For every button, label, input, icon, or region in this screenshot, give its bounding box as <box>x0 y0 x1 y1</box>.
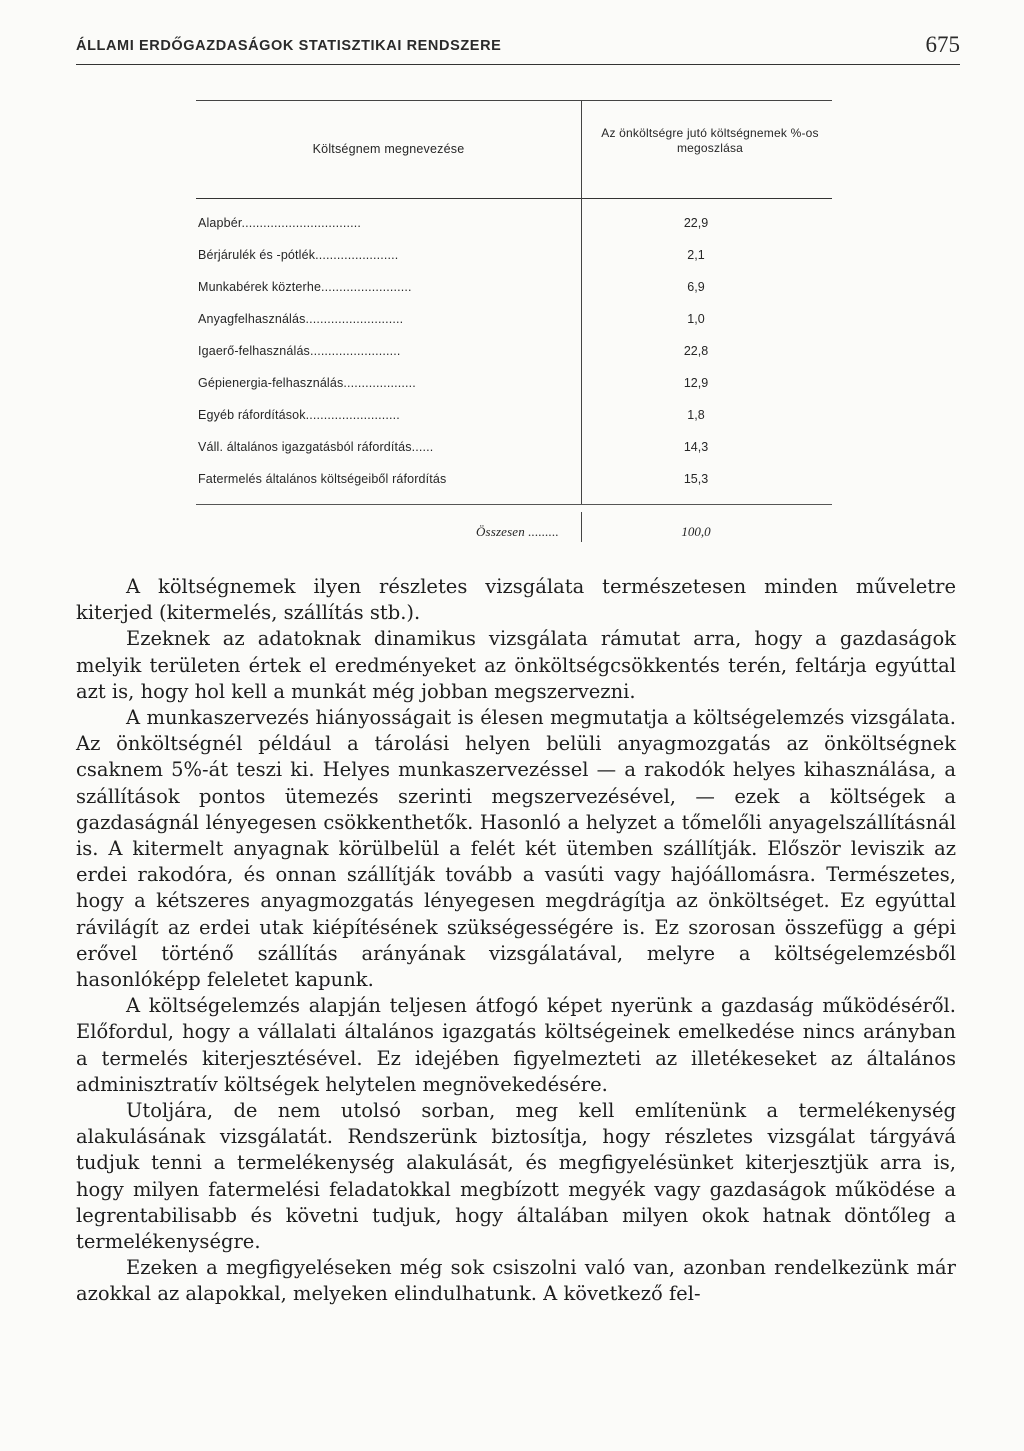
paragraph: Ezeken a megfigyeléseken még sok csiszolni való van, azonban rendelkezünk már azokkal az alapokkal, melyeken elindulhatunk. A következő fel- <box>76 1256 956 1306</box>
row-value: 6,9 <box>687 280 705 294</box>
row-value: 15,3 <box>683 472 709 486</box>
header-rule <box>76 64 960 65</box>
paragraph: A költségelemzés alapján teljesen átfogó képet nyerünk a gazdaság működéséről. Előfordul, hogy a vállalati általános igazgatás költségeinek emelkedése nincs arányban a termelés kiterjesztésével. Ez idejében figyelmezteti az illetékeseket az általános adminisztratív költségek helytelen megnövekedésére. <box>76 994 956 1096</box>
table-row <box>196 248 832 270</box>
table-top-rule <box>196 100 832 101</box>
table-row <box>196 280 832 302</box>
table-total-row <box>196 524 832 546</box>
total-value: 100,0 <box>681 524 711 539</box>
table-row <box>196 440 832 462</box>
table-row <box>196 216 832 238</box>
row-value: 1,0 <box>687 312 705 326</box>
running-header <box>76 32 960 66</box>
row-label: Munkabérek közterhe......................... <box>198 280 412 294</box>
table-row <box>196 344 832 366</box>
table-column-divider <box>581 100 582 198</box>
row-value: 22,8 <box>683 344 709 358</box>
paragraph: Ezeknek az adatoknak dinamikus vizsgálata rámutat arra, hogy a gazdaságok melyik területen értek el eredményeket az önköltségcsökkentés terén, feltárja egyúttal azt is, hogy hol kell a munkát még jobban megszervezni. <box>76 627 956 703</box>
row-label: Alapbér................................. <box>198 216 362 230</box>
paragraph: A munkaszervezés hiányosságait is élesen megmutatja a költségelemzés vizsgálata. Az önköltségnél például a tárolási helyen belüli anyagmozgatás az önköltségnek csaknem 5%-át teszi ki. Helyes munkaszervezéssel — a rakodók helyes kihasználása, a szállítások pontos ütemezés szerinti megszervezésével, — ezek a költségek a gazdaságnál lényegesen csökkenthetők. Hasonló a helyzet a tőmelőli anyagelszállításnál is. A kitermelt anyagnak körülbelül a felét két ütemben szállítják. Először leviszik az erdei rakodóra, és onnan szállítják tovább a vasúti vagy hajóállomásra. Természetes, hogy a kétszeres anyagmozgatás lényegesen megdrágítja az önköltséget. Ez egyúttal rávilágít az erdei utak kiépítésének szükségességére is. Ez szorosan összefügg a gépi erővel történő szállítás arányának vizsgálatával, melyre a költségelemzésből hasonlóképp feleletet kapunk. <box>76 706 956 992</box>
column-header-cost-type: Költségnem megnevezése <box>312 142 465 156</box>
page-number: 675 <box>925 32 960 57</box>
body-text <box>76 574 956 1308</box>
column-header-percent-share: Az önköltségre jutó költségnemek %-os megoszlása <box>601 126 819 155</box>
table-total-rule <box>196 504 832 505</box>
row-value: 22,9 <box>683 216 709 230</box>
row-value: 1,8 <box>687 408 705 422</box>
table-row <box>196 376 832 398</box>
paragraph: A költségnemek ilyen részletes vizsgálata természetesen minden műveletre kiterjed (kitermelés, szállítás stb.). <box>76 575 956 625</box>
row-label: Egyéb ráfordítások.......................... <box>198 408 400 422</box>
table-row <box>196 472 832 494</box>
row-value: 2,1 <box>687 248 705 262</box>
row-label: Fatermelés általános költségeiből ráfordítás <box>198 472 447 486</box>
row-label: Igaerő-felhasználás......................... <box>198 344 401 358</box>
table-row <box>196 408 832 430</box>
row-label: Bérjárulék és -pótlék....................... <box>198 248 399 262</box>
table-header-rule <box>196 198 832 199</box>
row-label: Anyagfelhasználás........................... <box>198 312 404 326</box>
row-value: 12,9 <box>683 376 709 390</box>
total-label: Összesen ......... <box>476 524 559 539</box>
row-label: Gépienergia-felhasználás.................... <box>198 376 416 390</box>
paragraph: Utoljára, de nem utolsó sorban, meg kell említenünk a termelékenység alakulásának vizsgálatát. Rendszerünk biztosítja, hogy részletes vizsgálat tárgyává tudjuk tenni a termelékenység alakulását, és megfigyelésünket kiterjesztjük arra is, hogy milyen fatermelési feladatokkal megbízott megyék vagy gazdaságok működése a legrentabilisabb és követni tudjuk, hogy általában milyen okok hatnak döntőleg a termelékenységre. <box>76 1099 956 1254</box>
running-title: ÁLLAMI ERDŐGAZDASÁGOK STATISZTIKAI RENDSZERE <box>76 38 502 54</box>
table-row <box>196 312 832 334</box>
row-value: 14,3 <box>683 440 709 454</box>
row-label: Váll. általános igazgatásból ráfordítás...... <box>198 440 434 454</box>
